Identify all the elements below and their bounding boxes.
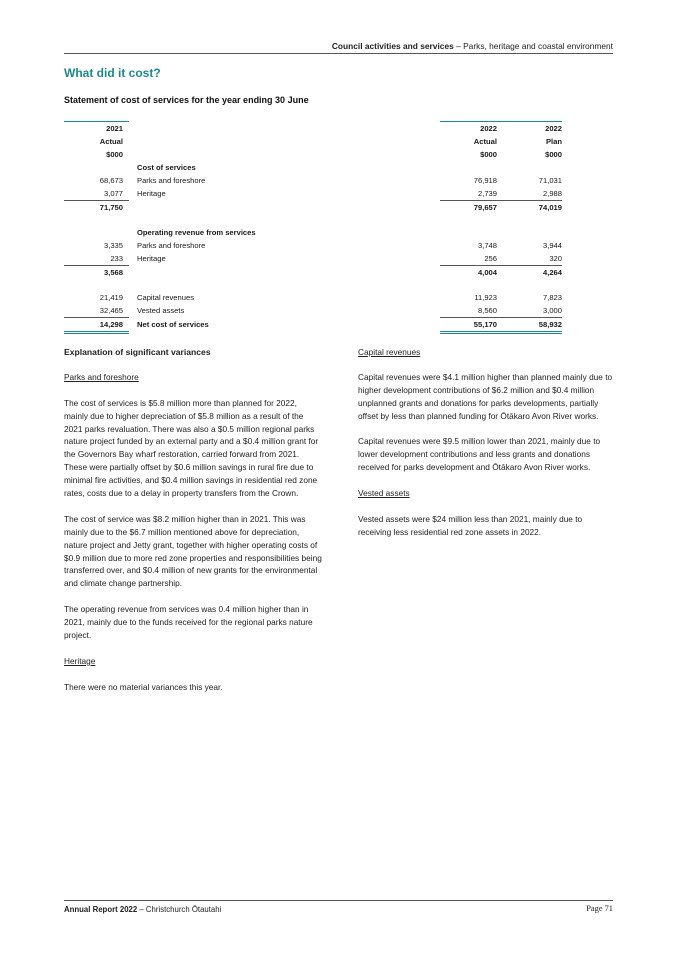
header-title-rest: – Parks, heritage and coastal environment	[453, 41, 613, 51]
col-2022-actual-year: 2022	[480, 124, 497, 133]
row-label: Parks and foreshore	[137, 241, 206, 250]
table-cell: 76,918	[473, 176, 497, 185]
section-title: What did it cost?	[64, 66, 161, 80]
header-title-bold: Council activities and services	[331, 41, 454, 51]
footer-title	[64, 905, 221, 914]
parks-paragraph-1: The cost of services is $5.8 million more than planned for 2022, mainly due to higher depreciation of $5.8 million as a result of the 2021 parks revaluation. There was also a $0.5 million regional parks nature project funded by an external party and a $0.4 million grant for the Governors Bay wharf restoration, carried forward from 2021. These were partially offset by $0.6 million savings in rural fire due to minimal fire activities, and $0.4 million savings in residential red zone rates, costs due to a delay in property transfers from the Crown.	[64, 397, 319, 499]
capital-paragraph-2: Capital revenues were $9.5 million lower than 2021, mainly due to lower development contributions and less grants and donations received for parks development and Ōtākaro Avon River works.	[358, 436, 601, 473]
table-cell: 3,000	[542, 306, 562, 315]
table-cell: 7,823	[542, 293, 562, 302]
cost-heading: Cost of services	[137, 163, 196, 172]
footer-title-rest: – Christchurch Ōtautahi	[137, 905, 222, 914]
row-label: Heritage	[137, 189, 166, 198]
net-cost-label: Net cost of services	[137, 320, 209, 329]
table-cell: 3,944	[542, 241, 562, 250]
net-cost-2022-plan: 58,932	[538, 320, 562, 329]
table-cell: 3,077	[103, 189, 123, 198]
table-cell: 2,739	[477, 189, 497, 198]
header-divider	[64, 53, 613, 54]
subtotal-rule	[440, 200, 562, 201]
parks-heading: Parks and foreshore	[64, 371, 139, 382]
col-2022-actual-unit: $000	[480, 150, 497, 159]
net-cost-2022-actual: 55,170	[473, 320, 497, 329]
table-top-rule-2022	[440, 121, 562, 122]
table-cell: 256	[484, 254, 497, 263]
variances-heading: Explanation of significant variances	[64, 347, 211, 357]
cost-total-2022-actual: 79,657	[473, 203, 497, 212]
row-label: Capital revenues	[137, 293, 194, 302]
revenue-heading: Operating revenue from services	[137, 228, 256, 237]
revenue-total-2021: 3,568	[103, 268, 123, 277]
table-bottom-rule	[64, 331, 129, 332]
col-2022-plan-unit: $000	[545, 150, 562, 159]
col-2022-plan-year: 2022	[545, 124, 562, 133]
capital-paragraph-1: Capital revenues were $4.1 million higher than planned mainly due to higher development contributions of $6.2 million and $0.4 million unplanned grants and donations for parks developments, partially offset by less than planned funding for Ōtākaro Avon River works.	[358, 371, 613, 421]
right-column	[358, 346, 613, 552]
table-cell: 3,335	[103, 241, 123, 250]
net-cost-2021: 14,298	[99, 320, 123, 329]
row-label: Heritage	[137, 254, 166, 263]
running-header	[332, 41, 613, 51]
footer-title-bold: Annual Report 2022	[64, 905, 138, 914]
subtotal-rule	[64, 200, 129, 201]
vested-paragraph: Vested assets were $24 million less than 2021, mainly due to receiving less residential red zone assets in 2022.	[358, 513, 583, 537]
subtotal-rule	[64, 265, 129, 266]
table-title: Statement of cost of services for the year ending 30 June	[64, 95, 309, 105]
heritage-paragraph: There were no material variances this year.	[64, 681, 223, 692]
row-label: Parks and foreshore	[137, 176, 206, 185]
net-rule	[440, 317, 562, 318]
table-cell: 3,748	[477, 241, 497, 250]
table-cell: 2,988	[542, 189, 562, 198]
table-cell: 32,465	[99, 306, 123, 315]
col-2021-year: 2021	[106, 124, 123, 133]
parks-paragraph-3: The operating revenue from services was 0.4 million higher than in 2021, mainly due to the funds received for the regional parks nature project.	[64, 604, 313, 640]
net-rule	[64, 317, 129, 318]
table-cell: 71,031	[538, 176, 562, 185]
revenue-total-2022-plan: 4,264	[542, 268, 562, 277]
table-top-rule-2021	[64, 121, 129, 122]
col-2021-unit: $000	[106, 150, 123, 159]
cost-total-2022-plan: 74,019	[538, 203, 562, 212]
table-bottom-rule	[64, 333, 129, 334]
table-cell: 8,560	[477, 306, 497, 315]
capital-revenues-heading: Capital revenues	[358, 347, 421, 357]
footer-divider	[64, 900, 613, 901]
col-2022-actual-type: Actual	[473, 137, 497, 146]
revenue-total-2022-actual: 4,004	[477, 268, 497, 277]
table-cell: 68,673	[99, 176, 123, 185]
table-bottom-rule	[440, 333, 562, 334]
table-cell: 11,923	[474, 293, 497, 302]
table-cell: 21,419	[99, 293, 123, 302]
col-2021-type: Actual	[99, 137, 123, 146]
parks-paragraph-2: The cost of service was $8.2 million higher than in 2021. This was mainly due to the $6.7 million mentioned above for depreciation, nature project and Jetty grant, together with higher operating costs of $0.9 million due to more red zone properties and responsibilities being transferred over, and $0.4 million of new grants for the environmental and climate change partnership.	[64, 513, 322, 589]
cost-total-2021: 71,750	[99, 203, 123, 212]
col-2022-plan-type: Plan	[545, 137, 562, 146]
table-cell: 233	[110, 254, 123, 263]
table-cell: 320	[549, 254, 562, 263]
subtotal-rule	[440, 265, 562, 266]
left-column	[64, 346, 322, 706]
vested-assets-heading: Vested assets	[358, 488, 410, 499]
table-bottom-rule	[440, 331, 562, 332]
page-number: Page 71	[586, 904, 613, 913]
heritage-heading: Heritage	[64, 655, 96, 666]
row-label: Vested assets	[137, 306, 185, 315]
